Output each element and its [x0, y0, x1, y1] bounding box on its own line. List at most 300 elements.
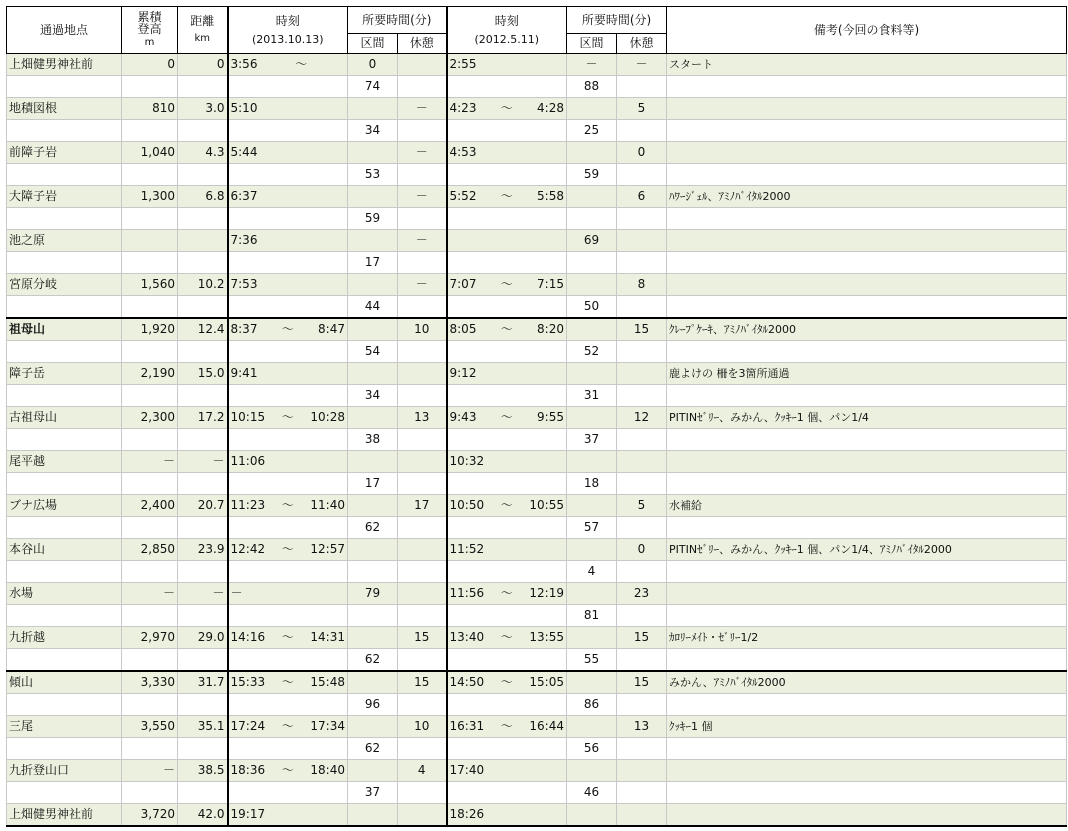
- time-cell: [447, 583, 567, 605]
- segment-2012: [567, 804, 617, 827]
- time-start: 2:55: [449, 57, 477, 71]
- time-start: 12:42: [230, 542, 266, 556]
- segment-2013-duration: 62: [348, 649, 398, 672]
- elevation-cell: [122, 230, 178, 252]
- point-row: [7, 186, 1067, 208]
- empty-cell: [122, 429, 178, 451]
- rest-2013: [398, 451, 447, 473]
- segment-2012: [567, 318, 617, 341]
- empty-cell: [228, 120, 348, 142]
- elevation-cell: 810: [122, 98, 178, 120]
- time-end: 9:55: [537, 410, 564, 424]
- header-required-2013: 所要時間(分): [348, 7, 447, 34]
- time-sep: ～: [500, 675, 513, 689]
- empty-cell: [7, 738, 122, 760]
- empty-cell: [617, 517, 667, 539]
- empty-cell: [667, 252, 1067, 274]
- header-distance: 距離 km: [178, 7, 228, 54]
- note-cell: スタート: [667, 54, 1067, 76]
- time-sep: ～: [281, 719, 294, 733]
- segment-2012-duration: 4: [567, 561, 617, 583]
- segment-2013: [348, 539, 398, 561]
- empty-cell: [667, 517, 1067, 539]
- segment-2012: [567, 451, 617, 473]
- distance-cell: －: [178, 451, 228, 473]
- segment-2013: 0: [348, 54, 398, 76]
- empty-cell: [447, 561, 567, 583]
- empty-cell: [228, 605, 348, 627]
- time-end: 8:47: [318, 322, 345, 336]
- segment-2013: [348, 804, 398, 827]
- empty-cell: [228, 385, 348, 407]
- elevation-cell: 3,720: [122, 804, 178, 827]
- empty-cell: [122, 208, 178, 230]
- empty-cell: [228, 649, 348, 672]
- segment-2012: [567, 495, 617, 517]
- empty-cell: [178, 561, 228, 583]
- time-start: 6:37: [230, 189, 258, 203]
- point-row: [7, 627, 1067, 649]
- distance-cell: 12.4: [178, 318, 228, 341]
- distance-cell: 6.8: [178, 186, 228, 208]
- time-cell: [447, 54, 567, 76]
- empty-cell: [447, 120, 567, 142]
- empty-cell: [617, 252, 667, 274]
- empty-cell: [122, 76, 178, 98]
- empty-cell: [7, 76, 122, 98]
- time-sep: ～: [281, 675, 294, 689]
- time-end: 12:57: [310, 542, 345, 556]
- rest-2013: 17: [398, 495, 447, 517]
- elevation-cell: 2,850: [122, 539, 178, 561]
- time-end: 12:19: [529, 586, 564, 600]
- empty-cell: [667, 605, 1067, 627]
- empty-cell: [7, 473, 122, 495]
- note-cell: [667, 142, 1067, 164]
- point-row: [7, 274, 1067, 296]
- empty-cell: [398, 76, 447, 98]
- time-cell: [447, 142, 567, 164]
- time-cell: [228, 186, 348, 208]
- empty-cell: [178, 120, 228, 142]
- segment-2013-duration: [348, 561, 398, 583]
- segment-2012-duration: 56: [567, 738, 617, 760]
- point-name: 祖母山: [7, 318, 122, 341]
- segment-row: [7, 76, 1067, 98]
- empty-cell: [617, 561, 667, 583]
- segment-2013: [348, 760, 398, 782]
- empty-cell: [617, 782, 667, 804]
- empty-cell: [617, 738, 667, 760]
- rest-2013: －: [398, 98, 447, 120]
- time-sep: ～: [281, 410, 294, 424]
- segment-2013-duration: [348, 605, 398, 627]
- time-sep: ～: [281, 763, 294, 777]
- empty-cell: [398, 649, 447, 672]
- time-start: 18:36: [230, 763, 266, 777]
- segment-2013-duration: 34: [348, 120, 398, 142]
- rest-2013: 10: [398, 716, 447, 738]
- point-name: 本谷山: [7, 539, 122, 561]
- note-cell: [667, 230, 1067, 252]
- segment-2012: [567, 539, 617, 561]
- empty-cell: [7, 120, 122, 142]
- time-cell: [228, 98, 348, 120]
- time-start: 19:17: [230, 807, 266, 821]
- empty-cell: [228, 296, 348, 319]
- segment-2013: [348, 230, 398, 252]
- segment-2013-duration: 44: [348, 296, 398, 319]
- empty-cell: [228, 738, 348, 760]
- point-name: 三尾: [7, 716, 122, 738]
- rest-2013: 15: [398, 627, 447, 649]
- segment-2013-duration: 17: [348, 473, 398, 495]
- empty-cell: [617, 429, 667, 451]
- point-row: [7, 804, 1067, 827]
- empty-cell: [7, 385, 122, 407]
- empty-cell: [398, 385, 447, 407]
- time-cell: [447, 627, 567, 649]
- segment-2013: [348, 98, 398, 120]
- segment-row: [7, 164, 1067, 186]
- time-cell: [228, 671, 348, 694]
- distance-cell: 17.2: [178, 407, 228, 429]
- empty-cell: [7, 252, 122, 274]
- time-end: 8:20: [537, 322, 564, 336]
- time-start: 9:12: [449, 366, 477, 380]
- time-end: 18:40: [310, 763, 345, 777]
- empty-cell: [398, 341, 447, 363]
- point-row: [7, 98, 1067, 120]
- rest-2013: [398, 583, 447, 605]
- empty-cell: [617, 605, 667, 627]
- rest-2013: [398, 54, 447, 76]
- note-cell: 水補給: [667, 495, 1067, 517]
- empty-cell: [667, 782, 1067, 804]
- empty-cell: [617, 164, 667, 186]
- segment-2013: [348, 495, 398, 517]
- rest-2013: 13: [398, 407, 447, 429]
- rest-2012: 0: [617, 142, 667, 164]
- empty-cell: [398, 120, 447, 142]
- distance-cell: 35.1: [178, 716, 228, 738]
- rest-2013: －: [398, 274, 447, 296]
- distance-cell: 31.7: [178, 671, 228, 694]
- empty-cell: [398, 429, 447, 451]
- elevation-cell: 2,300: [122, 407, 178, 429]
- point-row: [7, 407, 1067, 429]
- empty-cell: [667, 296, 1067, 319]
- empty-cell: [617, 208, 667, 230]
- empty-cell: [178, 385, 228, 407]
- rest-2012: [617, 760, 667, 782]
- segment-2012-duration: 37: [567, 429, 617, 451]
- empty-cell: [398, 252, 447, 274]
- time-sep: ～: [500, 189, 513, 203]
- elevation-cell: 1,920: [122, 318, 178, 341]
- empty-cell: [122, 517, 178, 539]
- empty-cell: [398, 208, 447, 230]
- time-cell: [228, 363, 348, 385]
- distance-cell: 3.0: [178, 98, 228, 120]
- segment-2013: [348, 671, 398, 694]
- rest-2012: 5: [617, 495, 667, 517]
- time-cell: [228, 716, 348, 738]
- point-row: [7, 583, 1067, 605]
- empty-cell: [667, 208, 1067, 230]
- elevation-cell: －: [122, 760, 178, 782]
- time-end: 11:40: [310, 498, 345, 512]
- empty-cell: [178, 694, 228, 716]
- point-row: [7, 142, 1067, 164]
- segment-2012-duration: 55: [567, 649, 617, 672]
- elevation-cell: 0: [122, 54, 178, 76]
- rest-2012: 23: [617, 583, 667, 605]
- rest-2012: 15: [617, 627, 667, 649]
- empty-cell: [178, 429, 228, 451]
- rest-2013: [398, 804, 447, 827]
- elevation-cell: 2,970: [122, 627, 178, 649]
- segment-2013: [348, 363, 398, 385]
- distance-cell: 10.2: [178, 274, 228, 296]
- point-row: [7, 716, 1067, 738]
- time-sep: ～: [500, 322, 513, 336]
- time-end: 10:28: [310, 410, 345, 424]
- segment-2012-duration: 81: [567, 605, 617, 627]
- empty-cell: [178, 164, 228, 186]
- time-start: 5:44: [230, 145, 258, 159]
- time-cell: [447, 539, 567, 561]
- rest-2013: －: [398, 186, 447, 208]
- segment-row: [7, 561, 1067, 583]
- empty-cell: [447, 76, 567, 98]
- point-name: ブナ広場: [7, 495, 122, 517]
- note-cell: ﾊﾜｰｼﾞｪﾙ、ｱﾐﾉﾊﾞｲﾀﾙ2000: [667, 186, 1067, 208]
- empty-cell: [7, 296, 122, 319]
- time-start: 16:31: [449, 719, 485, 733]
- time-end: 15:05: [529, 675, 564, 689]
- time-cell: [228, 318, 348, 341]
- time-cell: [228, 142, 348, 164]
- point-name: 九折登山口: [7, 760, 122, 782]
- empty-cell: [122, 782, 178, 804]
- empty-cell: [228, 164, 348, 186]
- time-start: 7:36: [230, 233, 258, 247]
- segment-2012: [567, 274, 617, 296]
- empty-cell: [617, 694, 667, 716]
- empty-cell: [7, 341, 122, 363]
- time-sep: ～: [500, 498, 513, 512]
- empty-cell: [447, 164, 567, 186]
- note-cell: PITINｾﾞﾘｰ、みかん、ｸｯｷｰ1 個、パン1/4、ｱﾐﾉﾊﾞｲﾀﾙ2000: [667, 539, 1067, 561]
- segment-2012-duration: 59: [567, 164, 617, 186]
- time-cell: [228, 451, 348, 473]
- time-cell: [447, 716, 567, 738]
- time-cell: [447, 760, 567, 782]
- empty-cell: [667, 649, 1067, 672]
- segment-row: [7, 252, 1067, 274]
- point-row: [7, 363, 1067, 385]
- empty-cell: [122, 252, 178, 274]
- segment-2012-duration: 88: [567, 76, 617, 98]
- rest-2012: 15: [617, 671, 667, 694]
- rest-2012: [617, 451, 667, 473]
- segment-row: [7, 296, 1067, 319]
- segment-2012: [567, 407, 617, 429]
- empty-cell: [122, 164, 178, 186]
- empty-cell: [667, 120, 1067, 142]
- segment-row: [7, 429, 1067, 451]
- empty-cell: [447, 694, 567, 716]
- elevation-cell: 2,190: [122, 363, 178, 385]
- empty-cell: [617, 473, 667, 495]
- empty-cell: [398, 473, 447, 495]
- segment-row: [7, 694, 1067, 716]
- empty-cell: [617, 76, 667, 98]
- empty-cell: [667, 164, 1067, 186]
- segment-2012: [567, 363, 617, 385]
- empty-cell: [447, 649, 567, 672]
- distance-cell: －: [178, 583, 228, 605]
- empty-cell: [447, 429, 567, 451]
- segment-2012-duration: 18: [567, 473, 617, 495]
- time-sep: ～: [281, 630, 294, 644]
- distance-cell: 23.9: [178, 539, 228, 561]
- segment-2013-duration: 62: [348, 738, 398, 760]
- empty-cell: [447, 473, 567, 495]
- time-sep: ～: [500, 101, 513, 115]
- segment-2013-duration: 96: [348, 694, 398, 716]
- time-cell: [228, 760, 348, 782]
- segment-2012-duration: 31: [567, 385, 617, 407]
- empty-cell: [7, 561, 122, 583]
- segment-2012: [567, 583, 617, 605]
- segment-2012-duration: 52: [567, 341, 617, 363]
- segment-2013: [348, 716, 398, 738]
- empty-cell: [7, 517, 122, 539]
- time-sep: ～: [281, 498, 294, 512]
- elevation-cell: 1,300: [122, 186, 178, 208]
- empty-cell: [447, 385, 567, 407]
- empty-cell: [667, 473, 1067, 495]
- empty-cell: [178, 473, 228, 495]
- distance-cell: [178, 230, 228, 252]
- time-sep: ～: [500, 410, 513, 424]
- note-cell: ｶﾛﾘｰﾒｲﾄ・ｾﾞﾘｰ1/2: [667, 627, 1067, 649]
- segment-2013-duration: 62: [348, 517, 398, 539]
- empty-cell: [228, 473, 348, 495]
- point-row: [7, 760, 1067, 782]
- time-cell: [447, 671, 567, 694]
- empty-cell: [122, 649, 178, 672]
- empty-cell: [667, 738, 1067, 760]
- rest-2012: －: [617, 54, 667, 76]
- empty-cell: [398, 517, 447, 539]
- segment-row: [7, 517, 1067, 539]
- note-cell: 鹿よけの 柵を3箇所通過: [667, 363, 1067, 385]
- time-start: 15:33: [230, 675, 266, 689]
- empty-cell: [122, 296, 178, 319]
- segment-2012: [567, 98, 617, 120]
- time-sep: ～: [281, 542, 294, 556]
- segment-2012-duration: [567, 208, 617, 230]
- time-start: 7:07: [449, 277, 477, 291]
- segment-2013-duration: 17: [348, 252, 398, 274]
- segment-row: [7, 605, 1067, 627]
- segment-2012: [567, 760, 617, 782]
- time-start: 8:37: [230, 322, 258, 336]
- note-cell: [667, 451, 1067, 473]
- time-start: 13:40: [449, 630, 485, 644]
- empty-cell: [398, 738, 447, 760]
- empty-cell: [228, 252, 348, 274]
- empty-cell: [228, 76, 348, 98]
- segment-2013-duration: 54: [348, 341, 398, 363]
- segment-2013-duration: 38: [348, 429, 398, 451]
- empty-cell: [7, 782, 122, 804]
- segment-2012: －: [567, 54, 617, 76]
- time-end: 10:55: [529, 498, 564, 512]
- time-start: 17:40: [449, 763, 485, 777]
- empty-cell: [178, 296, 228, 319]
- elevation-cell: －: [122, 583, 178, 605]
- header-notes: 備考(今回の食料等): [667, 7, 1067, 54]
- time-start: 9:41: [230, 366, 258, 380]
- empty-cell: [122, 605, 178, 627]
- distance-cell: 42.0: [178, 804, 228, 827]
- time-end: 13:55: [529, 630, 564, 644]
- rest-2013: [398, 363, 447, 385]
- empty-cell: [228, 341, 348, 363]
- empty-cell: [447, 738, 567, 760]
- time-cell: [447, 451, 567, 473]
- time-start: 14:16: [230, 630, 266, 644]
- rest-2012: [617, 363, 667, 385]
- rest-2012: 12: [617, 407, 667, 429]
- empty-cell: [7, 694, 122, 716]
- time-cell: [447, 407, 567, 429]
- segment-2012: [567, 142, 617, 164]
- time-start: 4:23: [449, 101, 477, 115]
- segment-2013: [348, 318, 398, 341]
- note-cell: [667, 760, 1067, 782]
- empty-cell: [122, 120, 178, 142]
- header-segment-2013: 区間: [348, 34, 398, 54]
- time-end: 15:48: [310, 675, 345, 689]
- segment-2012: [567, 671, 617, 694]
- time-start: 11:52: [449, 542, 485, 556]
- time-start: 11:56: [449, 586, 485, 600]
- rest-2012: [617, 230, 667, 252]
- empty-cell: [7, 164, 122, 186]
- segment-2013: [348, 627, 398, 649]
- elevation-cell: 3,550: [122, 716, 178, 738]
- point-name: 池之原: [7, 230, 122, 252]
- point-row: [7, 451, 1067, 473]
- segment-2013-duration: 37: [348, 782, 398, 804]
- time-cell: [228, 407, 348, 429]
- segment-2013-duration: 59: [348, 208, 398, 230]
- rest-2013: 4: [398, 760, 447, 782]
- note-cell: ｸｯｷｰ1 個: [667, 716, 1067, 738]
- empty-cell: [122, 385, 178, 407]
- rest-2012: 5: [617, 98, 667, 120]
- empty-cell: [667, 694, 1067, 716]
- empty-cell: [178, 252, 228, 274]
- segment-2013-duration: 74: [348, 76, 398, 98]
- point-name: 水場: [7, 583, 122, 605]
- time-start: 5:10: [230, 101, 258, 115]
